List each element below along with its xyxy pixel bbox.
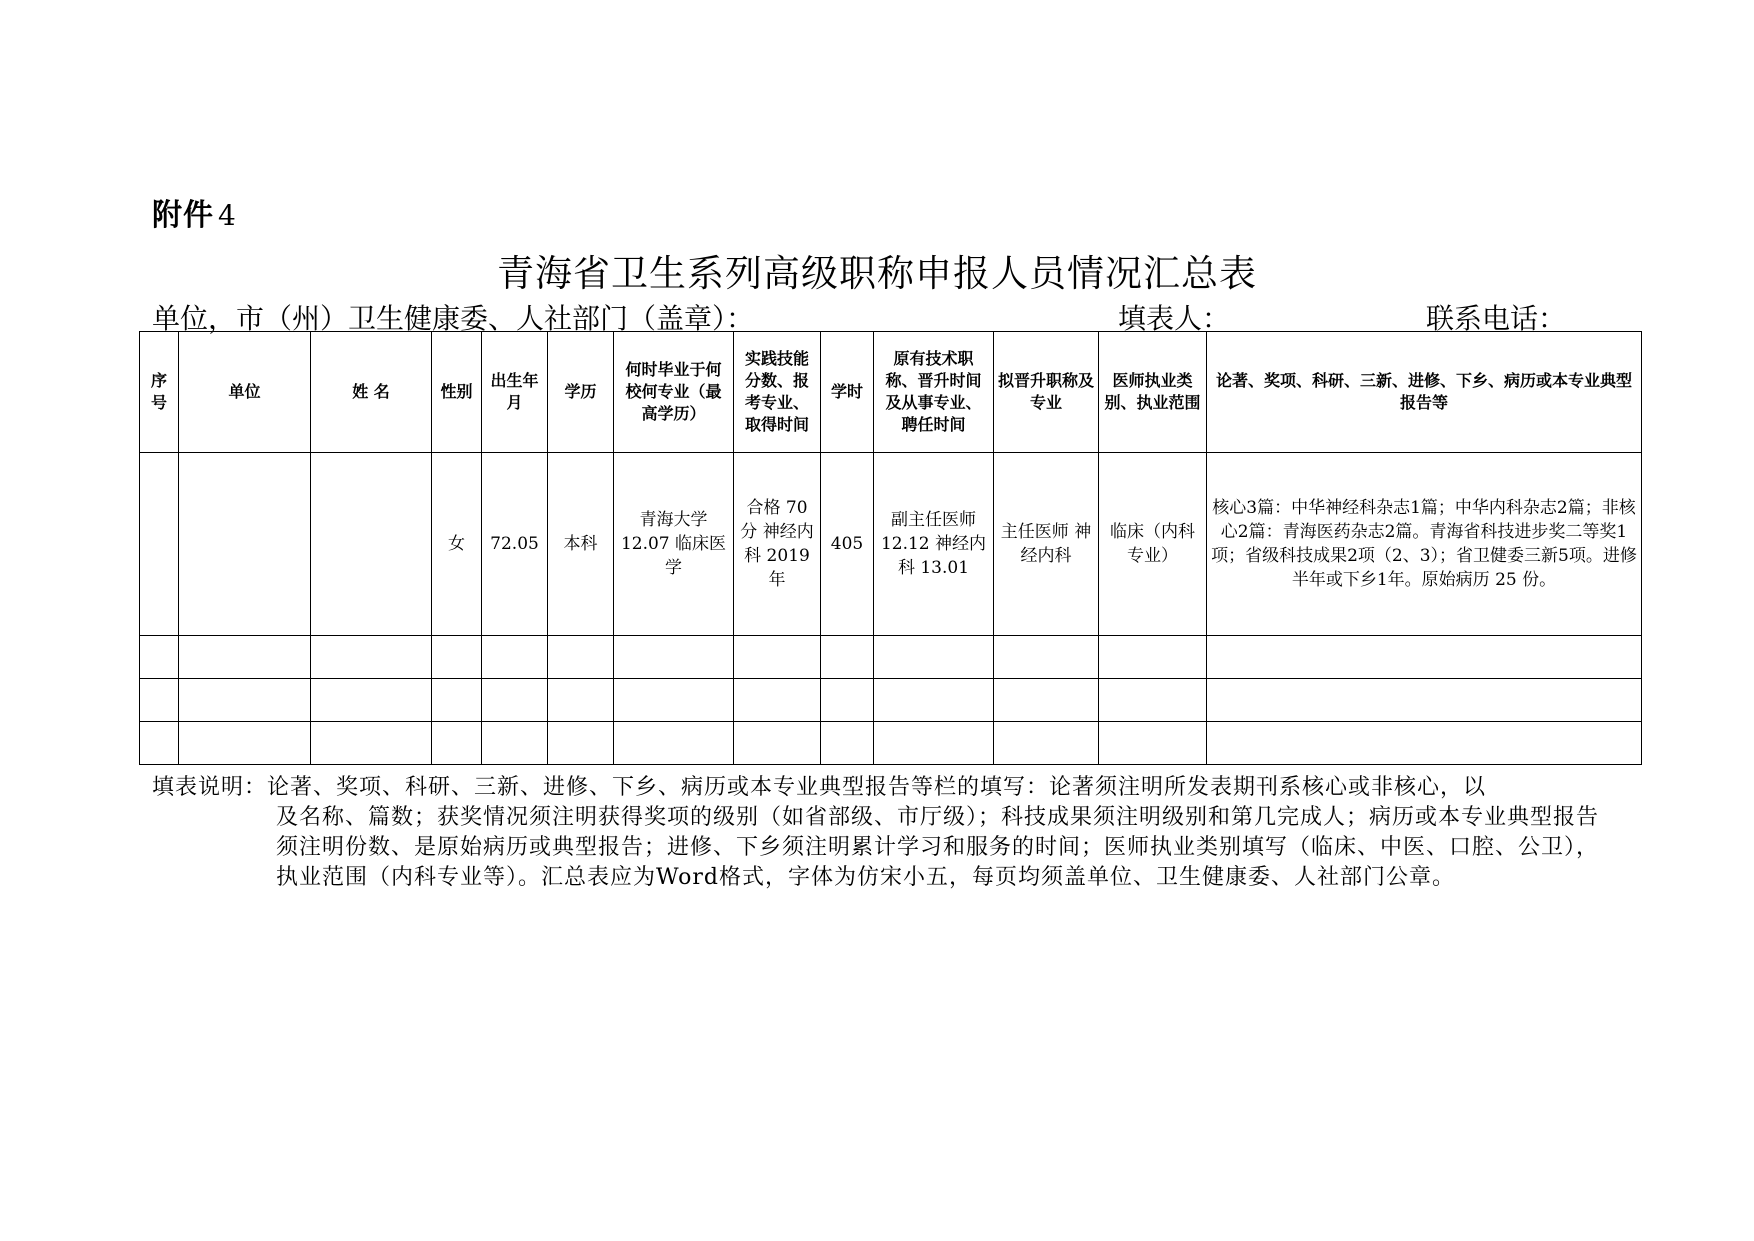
blank-cell[interactable] xyxy=(140,722,179,765)
header-education: 学历 xyxy=(548,332,614,453)
blank-cell[interactable] xyxy=(1207,722,1642,765)
blank-cell[interactable] xyxy=(1207,636,1642,679)
cell-practice[interactable]: 合格 70分 神经内科 2019年 xyxy=(734,453,821,636)
blank-cell[interactable] xyxy=(614,722,734,765)
table-row-blank xyxy=(140,722,1642,765)
blank-cell[interactable] xyxy=(311,679,432,722)
blank-cell[interactable] xyxy=(734,636,821,679)
instructions-first-text: 论著、奖项、科研、三新、进修、下乡、病历或本专业典型报告等栏的填写：论著须注明所发表期刊系核心或非核心，以 xyxy=(267,775,1487,800)
cell-seq[interactable] xyxy=(140,453,179,636)
blank-cell[interactable] xyxy=(1099,679,1207,722)
blank-cell[interactable] xyxy=(140,636,179,679)
blank-cell[interactable] xyxy=(311,722,432,765)
cell-achievements[interactable]: 核心3篇：中华神经科杂志1篇；中华内科杂志2篇；非核心2篇：青海医药杂志2篇。青海省科技进步奖二等奖1项；省级科技成果2项（2、3）；省卫健委三新5项。进修半年或下乡1年。原始病历 25 份。 xyxy=(1207,453,1642,636)
cell-unit[interactable] xyxy=(179,453,311,636)
header-proposed-title: 拟晋升职称及专业 xyxy=(994,332,1099,453)
blank-cell[interactable] xyxy=(821,679,874,722)
cell-education[interactable]: 本科 xyxy=(548,453,614,636)
header-unit: 单位 xyxy=(179,332,311,453)
attachment-label: 附件 xyxy=(152,198,214,233)
unit-seal-label: 单位，市（州）卫生健康委、人社部门（盖章）： xyxy=(152,302,755,335)
cell-gender[interactable]: 女 xyxy=(432,453,482,636)
blank-cell[interactable] xyxy=(1099,722,1207,765)
cell-proposed-title[interactable]: 主任医师 神经内科 xyxy=(994,453,1099,636)
blank-cell[interactable] xyxy=(734,722,821,765)
blank-cell[interactable] xyxy=(140,679,179,722)
phone-label: 联系电话： xyxy=(1426,302,1567,335)
blank-cell[interactable] xyxy=(614,679,734,722)
header-graduation: 何时毕业于何校何专业（最高学历） xyxy=(614,332,734,453)
header-achievements: 论著、奖项、科研、三新、进修、下乡、病历或本专业典型报告等 xyxy=(1207,332,1642,453)
blank-cell[interactable] xyxy=(821,722,874,765)
blank-cell[interactable] xyxy=(432,722,482,765)
header-seq: 序号 xyxy=(140,332,179,453)
blank-cell[interactable] xyxy=(874,679,994,722)
cell-hours[interactable]: 405 xyxy=(821,453,874,636)
blank-cell[interactable] xyxy=(179,636,311,679)
header-birth: 出生年月 xyxy=(482,332,548,453)
cell-graduation[interactable]: 青海大学 12.07 临床医学 xyxy=(614,453,734,636)
summary-table xyxy=(139,331,1642,765)
attachment-heading xyxy=(152,190,237,234)
blank-cell[interactable] xyxy=(179,722,311,765)
header-practice: 实践技能分数、报考专业、取得时间 xyxy=(734,332,821,453)
table-row xyxy=(140,453,1642,636)
blank-cell[interactable] xyxy=(432,679,482,722)
blank-cell[interactable] xyxy=(994,636,1099,679)
cell-birth-value: 72.05 xyxy=(490,534,539,554)
attachment-number: 4 xyxy=(218,199,237,232)
blank-cell[interactable] xyxy=(874,722,994,765)
blank-cell[interactable] xyxy=(1099,636,1207,679)
blank-cell[interactable] xyxy=(179,679,311,722)
cell-birth[interactable] xyxy=(482,453,548,636)
blank-cell[interactable] xyxy=(482,679,548,722)
blank-cell[interactable] xyxy=(821,636,874,679)
table-header-row xyxy=(140,332,1642,453)
blank-cell[interactable] xyxy=(614,636,734,679)
header-hours: 学时 xyxy=(821,332,874,453)
header-license: 医师执业类别、执业范围 xyxy=(1099,332,1207,453)
page-title: 青海省卫生系列高级职称申报人员情况汇总表 xyxy=(497,252,1257,295)
blank-cell[interactable] xyxy=(311,636,432,679)
blank-cell[interactable] xyxy=(482,722,548,765)
blank-cell[interactable] xyxy=(432,636,482,679)
blank-cell[interactable] xyxy=(548,722,614,765)
cell-license[interactable]: 临床（内科专业） xyxy=(1099,453,1207,636)
blank-cell[interactable] xyxy=(734,679,821,722)
header-name: 姓 名 xyxy=(311,332,432,453)
instructions-label: 填表说明： xyxy=(152,775,268,800)
blank-cell[interactable] xyxy=(994,722,1099,765)
cell-original-title[interactable]: 副主任医师 12.12 神经内科 13.01 xyxy=(874,453,994,636)
table-row-blank xyxy=(140,636,1642,679)
blank-cell[interactable] xyxy=(994,679,1099,722)
cell-name[interactable] xyxy=(311,453,432,636)
blank-cell[interactable] xyxy=(548,636,614,679)
fill-instructions xyxy=(152,773,1612,893)
instructions-continued-text: 及名称、篇数；获奖情况须注明获得奖项的级别（如省部级、市厅级）；科技成果须注明级别和第几完成人；病历或本专业典型报告须注明份数、是原始病历或典型报告；进修、下乡须注明累计学习和服务的时间；医师执业类别填写（临床、中医、口腔、公卫），执业范围（内科专业等）。汇总表应为Word格式，字体为仿宋小五，每页均须盖单位、卫生健康委、人社部门公章。 xyxy=(276,805,1600,890)
header-gender: 性别 xyxy=(432,332,482,453)
filler-label: 填表人： xyxy=(1118,302,1231,335)
table-row-blank xyxy=(140,679,1642,722)
instructions-first-line xyxy=(152,773,1612,803)
blank-cell[interactable] xyxy=(482,636,548,679)
header-original-title: 原有技术职称、晋升时间及从事专业、聘任时间 xyxy=(874,332,994,453)
blank-cell[interactable] xyxy=(874,636,994,679)
blank-cell[interactable] xyxy=(1207,679,1642,722)
blank-cell[interactable] xyxy=(548,679,614,722)
